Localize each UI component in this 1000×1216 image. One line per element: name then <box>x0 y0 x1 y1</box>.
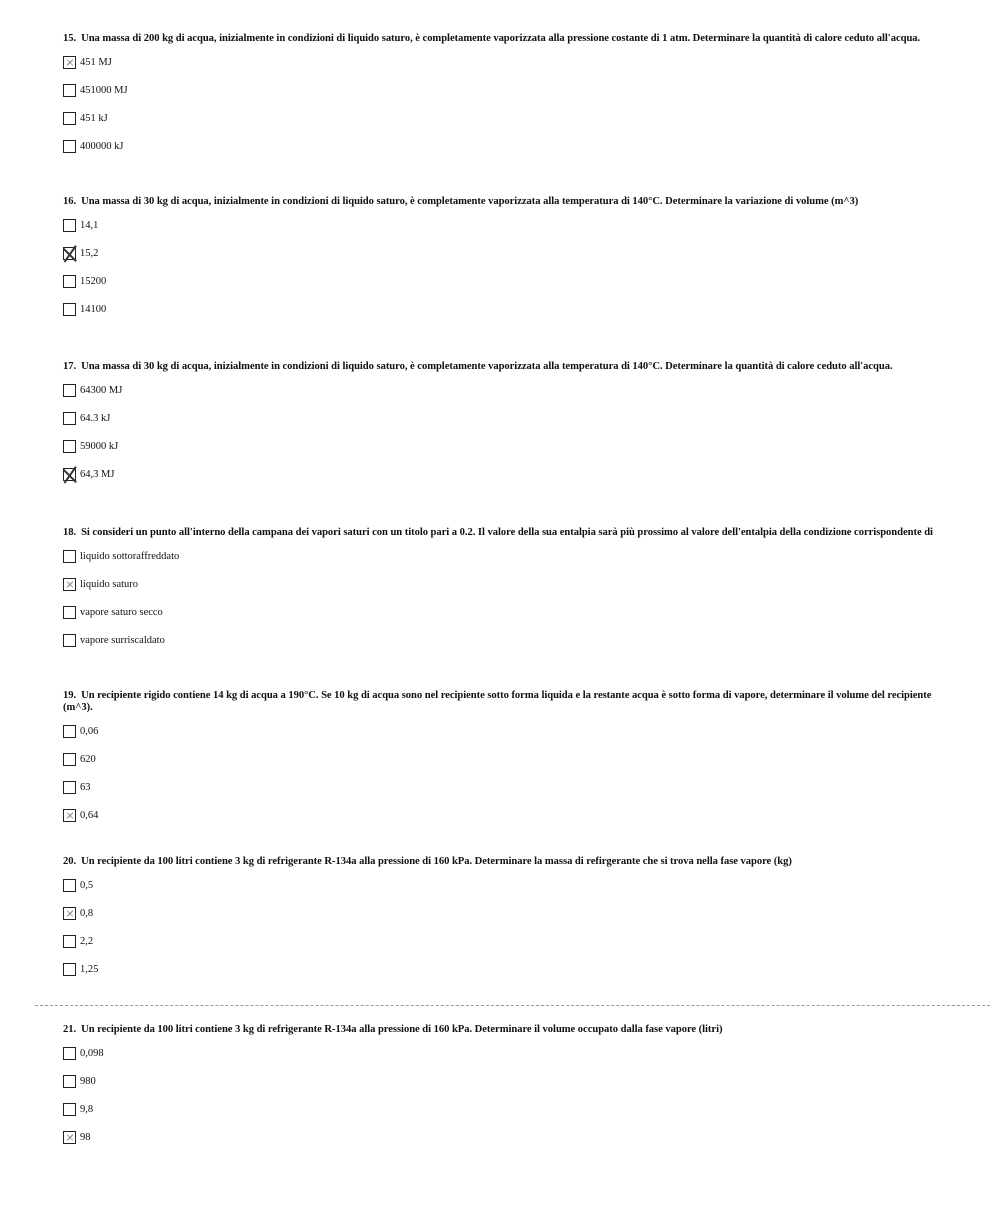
checkbox[interactable] <box>63 634 76 647</box>
option-label: 451 MJ <box>80 56 112 68</box>
option-a[interactable] <box>63 54 943 70</box>
checkbox[interactable] <box>63 781 76 794</box>
option-d[interactable] <box>63 807 943 823</box>
checkbox[interactable] <box>63 1047 76 1060</box>
option-label: 2,2 <box>80 935 94 947</box>
option-c[interactable] <box>63 110 943 126</box>
checkbox[interactable] <box>63 907 76 920</box>
checkbox[interactable] <box>63 1103 76 1116</box>
option-label: 1,25 <box>80 963 99 975</box>
option-label: 451 kJ <box>80 112 108 124</box>
option-b[interactable] <box>63 410 943 426</box>
option-b[interactable] <box>63 751 943 767</box>
question-15 <box>63 33 943 166</box>
option-d[interactable] <box>63 466 943 482</box>
option-label: 980 <box>80 1075 96 1087</box>
option-b[interactable] <box>63 245 943 261</box>
option-label: 400000 kJ <box>80 140 124 152</box>
question-number: 19. <box>63 690 77 701</box>
option-label: 59000 kJ <box>80 440 119 452</box>
option-c[interactable] <box>63 438 943 454</box>
option-a[interactable] <box>63 382 943 398</box>
option-label: 9,8 <box>80 1103 94 1115</box>
checkbox[interactable] <box>63 56 76 69</box>
checkbox[interactable] <box>63 84 76 97</box>
question-text: 17. Una massa di 30 kg di acqua, inizialmente in condizioni di liquido saturo, è completamente vaporizzata alla temperatura di 140°C. Determinare la quantità di calore ceduto all'acqua. <box>63 361 893 372</box>
option-label: 0,5 <box>80 879 94 891</box>
question-16 <box>63 196 943 329</box>
question-number: 21. <box>63 1024 77 1035</box>
option-d[interactable] <box>63 632 943 648</box>
option-label: 0,8 <box>80 907 94 919</box>
option-label: 63 <box>80 781 91 793</box>
option-label: 64300 MJ <box>80 384 123 396</box>
checkbox[interactable] <box>63 1131 76 1144</box>
question-17 <box>63 361 943 494</box>
option-label: 0,64 <box>80 809 99 821</box>
checkbox[interactable] <box>63 809 76 822</box>
question-text: 19. Un recipiente rigido contiene 14 kg di acqua a 190°C. Se 10 kg di acqua sono nel recipiente sotto forma liquida e la restante acqua è sotto forma di vapore, determinare il volume del recipiente (m^3). <box>63 690 932 713</box>
option-label: 98 <box>80 1131 91 1143</box>
option-c[interactable] <box>63 933 943 949</box>
question-text: 16. Una massa di 30 kg di acqua, inizialmente in condizioni di liquido saturo, è completamente vaporizzata alla temperatura di 140°C. Determinare la variazione di volume (m^3) <box>63 196 859 207</box>
checkbox[interactable] <box>63 963 76 976</box>
checkbox[interactable] <box>63 935 76 948</box>
question-19 <box>63 690 943 835</box>
option-c[interactable] <box>63 604 943 620</box>
checkbox[interactable] <box>63 879 76 892</box>
checkbox[interactable] <box>63 247 76 260</box>
checkbox[interactable] <box>63 384 76 397</box>
option-b[interactable] <box>63 905 943 921</box>
question-20 <box>63 856 943 989</box>
option-c[interactable] <box>63 1101 943 1117</box>
question-text: 20. Un recipiente da 100 litri contiene 3 kg di refrigerante R-134a alla pressione di 160 kPa. Determinare la massa di refirgerante che si trova nella fase vapore (kg) <box>63 856 792 867</box>
question-text: 21. Un recipiente da 100 litri contiene 3 kg di refrigerante R-134a alla pressione di 160 kPa. Determinare il volume occupato dalla fase vapore (litri) <box>63 1024 723 1035</box>
question-number: 16. <box>63 196 77 207</box>
question-number: 18. <box>63 527 77 538</box>
checkbox[interactable] <box>63 606 76 619</box>
option-a[interactable] <box>63 548 943 564</box>
checkbox[interactable] <box>63 140 76 153</box>
checkbox[interactable] <box>63 725 76 738</box>
question-text: 15. Una massa di 200 kg di acqua, inizialmente in condizioni di liquido saturo, è completamente vaporizzata alla pressione costante di 1 atm. Determinare la quantità di calore ceduto all'acqua. <box>63 33 921 44</box>
checkbox[interactable] <box>63 1075 76 1088</box>
option-label: vapore surriscaldato <box>80 634 165 646</box>
checkbox[interactable] <box>63 550 76 563</box>
question-18 <box>63 527 943 660</box>
option-a[interactable] <box>63 723 943 739</box>
checkbox[interactable] <box>63 468 76 481</box>
option-d[interactable] <box>63 301 943 317</box>
option-c[interactable] <box>63 273 943 289</box>
checkbox[interactable] <box>63 219 76 232</box>
checkbox[interactable] <box>63 440 76 453</box>
option-c[interactable] <box>63 779 943 795</box>
option-label: vapore saturo secco <box>80 606 163 618</box>
option-label: 14100 <box>80 303 107 315</box>
checkbox[interactable] <box>63 112 76 125</box>
question-number: 17. <box>63 361 77 372</box>
checkbox[interactable] <box>63 578 76 591</box>
option-label: 15200 <box>80 275 107 287</box>
option-d[interactable] <box>63 1129 943 1145</box>
option-b[interactable] <box>63 82 943 98</box>
option-label: liquido sottoraffreddato <box>80 550 180 562</box>
option-a[interactable] <box>63 1045 943 1061</box>
checkbox[interactable] <box>63 275 76 288</box>
option-label: 15,2 <box>80 247 99 259</box>
option-d[interactable] <box>63 138 943 154</box>
checkbox[interactable] <box>63 303 76 316</box>
option-label: 64.3 kJ <box>80 412 111 424</box>
page-break-divider <box>35 1005 990 1006</box>
question-text: 18. Si consideri un punto all'interno della campana dei vapori saturi con un titolo pari a 0.2. Il valore della sua entalpia sarà più prossimo al valore dell'entalpia della condizione corrispondente di <box>63 527 933 538</box>
option-b[interactable] <box>63 576 943 592</box>
option-label: 0,06 <box>80 725 99 737</box>
option-label: 0,098 <box>80 1047 104 1059</box>
option-label: liquido saturo <box>80 578 139 590</box>
option-a[interactable] <box>63 217 943 233</box>
option-label: 451000 MJ <box>80 84 128 96</box>
checkbox[interactable] <box>63 412 76 425</box>
question-number: 20. <box>63 856 77 867</box>
option-label: 64,3 MJ <box>80 468 115 480</box>
question-number: 15. <box>63 33 77 44</box>
option-label: 620 <box>80 753 96 765</box>
option-d[interactable] <box>63 961 943 977</box>
option-label: 14,1 <box>80 219 99 231</box>
option-a[interactable] <box>63 877 943 893</box>
checkbox[interactable] <box>63 753 76 766</box>
question-21 <box>63 1024 943 1157</box>
option-b[interactable] <box>63 1073 943 1089</box>
